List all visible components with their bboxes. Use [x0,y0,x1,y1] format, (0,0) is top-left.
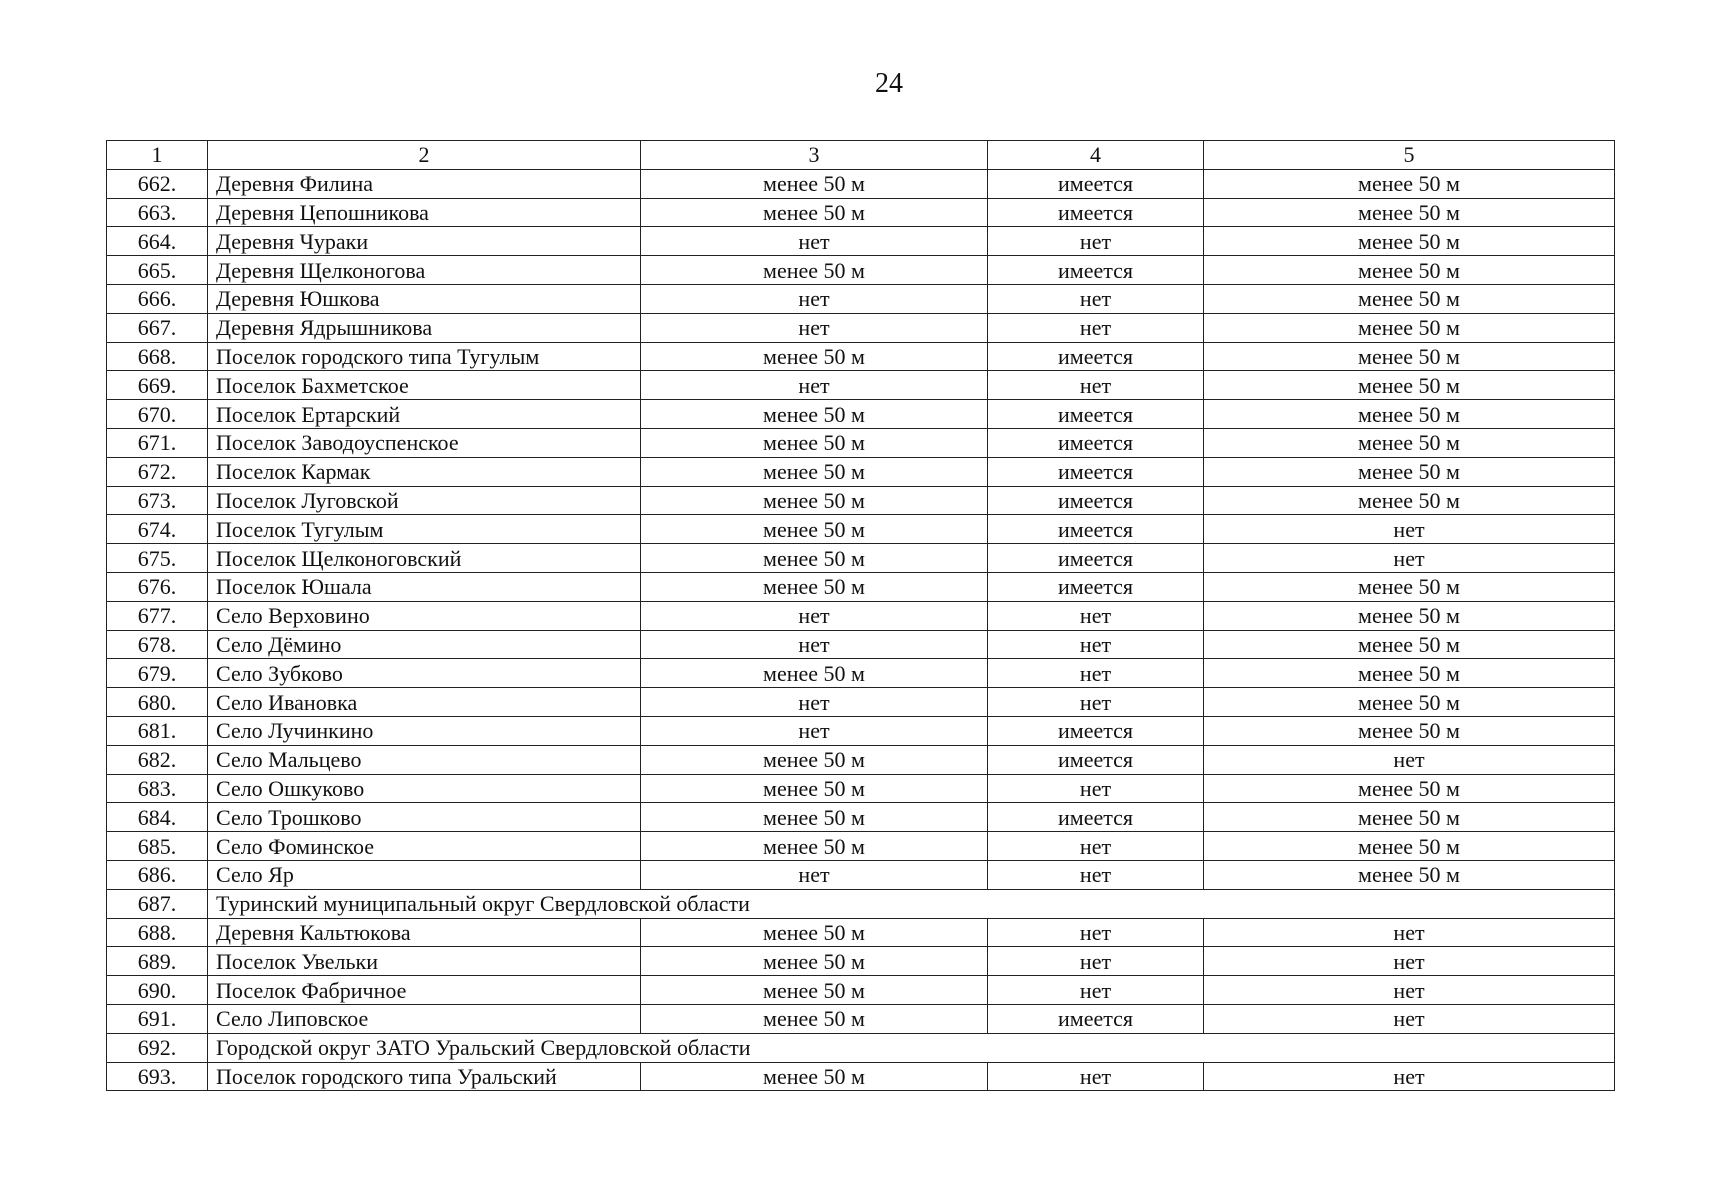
column-4-value: нет [988,832,1204,861]
table-row [107,572,1615,601]
settlement-name: Село Дёмино [208,630,641,659]
column-5-value: менее 50 м [1204,428,1615,457]
column-3-value: менее 50 м [641,745,988,774]
column-5-value: менее 50 м [1204,313,1615,342]
column-4-value: имеется [988,400,1204,429]
settlement-name: Поселок Ертарский [208,400,641,429]
table-row [107,1062,1615,1091]
column-3-value: нет [641,860,988,889]
row-number: 692. [107,1033,208,1062]
table-row [107,688,1615,717]
column-3-value: менее 50 м [641,572,988,601]
settlement-name: Поселок Щелконоговский [208,544,641,573]
row-number: 672. [107,457,208,486]
settlement-name: Деревня Юшкова [208,284,641,313]
table-row [107,313,1615,342]
column-3-value: менее 50 м [641,169,988,198]
column-4-value: нет [988,227,1204,256]
row-number: 663. [107,198,208,227]
settlement-name: Поселок Тугулым [208,515,641,544]
settlement-name: Село Мальцево [208,745,641,774]
column-3-value: менее 50 м [641,544,988,573]
column-4-value: нет [988,976,1204,1005]
settlement-name: Село Липовское [208,1004,641,1033]
column-4-value: нет [988,1062,1204,1091]
column-4-value: нет [988,601,1204,630]
column-4-value: нет [988,947,1204,976]
column-4-value: имеется [988,198,1204,227]
column-header: 2 [208,141,641,170]
column-5-value: менее 50 м [1204,572,1615,601]
table-row [107,716,1615,745]
column-4-value: имеется [988,544,1204,573]
column-3-value: менее 50 м [641,400,988,429]
row-number: 669. [107,371,208,400]
row-number: 688. [107,918,208,947]
column-4-value: нет [988,918,1204,947]
column-3-value: менее 50 м [641,976,988,1005]
row-number: 687. [107,889,208,918]
column-5-value: менее 50 м [1204,256,1615,285]
column-4-value: нет [988,659,1204,688]
column-3-value: менее 50 м [641,198,988,227]
settlement-name: Поселок городского типа Тугулым [208,342,641,371]
column-4-value: нет [988,630,1204,659]
settlement-name: Деревня Кальтюкова [208,918,641,947]
table-body [107,169,1615,1091]
settlement-name: Село Трошково [208,803,641,832]
column-3-value: менее 50 м [641,457,988,486]
column-3-value: менее 50 м [641,803,988,832]
settlement-name: Село Фоминское [208,832,641,861]
column-3-value: нет [641,688,988,717]
column-3-value: нет [641,630,988,659]
column-5-value: менее 50 м [1204,860,1615,889]
column-4-value: нет [988,688,1204,717]
row-number: 681. [107,716,208,745]
column-3-value: нет [641,284,988,313]
table-row [107,457,1615,486]
column-4-value: нет [988,860,1204,889]
settlement-name: Поселок Юшала [208,572,641,601]
settlement-name: Село Зубково [208,659,641,688]
table-row [107,256,1615,285]
column-4-value: нет [988,371,1204,400]
row-number: 670. [107,400,208,429]
row-number: 689. [107,947,208,976]
table-row [107,284,1615,313]
column-3-value: нет [641,227,988,256]
table-section-row [107,889,1615,918]
settlement-name: Деревня Чураки [208,227,641,256]
data-table [106,140,1615,1091]
page-number: 24 [875,68,903,99]
table-row [107,976,1615,1005]
column-5-value: нет [1204,515,1615,544]
settlement-name: Поселок Фабричное [208,976,641,1005]
table-row [107,198,1615,227]
column-5-value: менее 50 м [1204,716,1615,745]
column-5-value: нет [1204,1062,1615,1091]
column-5-value: менее 50 м [1204,284,1615,313]
settlement-name: Деревня Щелконогова [208,256,641,285]
row-number: 691. [107,1004,208,1033]
section-title: Городской округ ЗАТО Уральский Свердловской области [208,1033,1615,1062]
column-3-value: менее 50 м [641,428,988,457]
column-5-value: менее 50 м [1204,457,1615,486]
column-3-value: менее 50 м [641,832,988,861]
row-number: 666. [107,284,208,313]
column-3-value: менее 50 м [641,486,988,515]
column-4-value: имеется [988,515,1204,544]
column-4-value: имеется [988,457,1204,486]
row-number: 690. [107,976,208,1005]
row-number: 684. [107,803,208,832]
settlement-name: Село Ошкуково [208,774,641,803]
row-number: 673. [107,486,208,515]
table-row [107,803,1615,832]
table-row [107,832,1615,861]
column-3-value: менее 50 м [641,1004,988,1033]
column-4-value: имеется [988,486,1204,515]
column-3-value: менее 50 м [641,918,988,947]
column-4-value: имеется [988,428,1204,457]
column-5-value: менее 50 м [1204,227,1615,256]
column-4-value: нет [988,774,1204,803]
column-5-value: менее 50 м [1204,832,1615,861]
settlement-name: Поселок Кармак [208,457,641,486]
column-3-value: менее 50 м [641,515,988,544]
settlement-name: Поселок Увельки [208,947,641,976]
row-number: 686. [107,860,208,889]
row-number: 665. [107,256,208,285]
column-3-value: менее 50 м [641,659,988,688]
table-row [107,601,1615,630]
column-4-value: имеется [988,169,1204,198]
column-5-value: менее 50 м [1204,371,1615,400]
column-3-value: нет [641,716,988,745]
column-5-value: нет [1204,947,1615,976]
table-row [107,774,1615,803]
column-3-value: менее 50 м [641,1062,988,1091]
table-row [107,1004,1615,1033]
settlement-name: Поселок Бахметское [208,371,641,400]
column-4-value: имеется [988,1004,1204,1033]
row-number: 674. [107,515,208,544]
column-5-value: нет [1204,745,1615,774]
column-5-value: менее 50 м [1204,803,1615,832]
table-row [107,947,1615,976]
column-4-value: нет [988,313,1204,342]
column-5-value: менее 50 м [1204,486,1615,515]
column-5-value: менее 50 м [1204,198,1615,227]
settlement-name: Село Ивановка [208,688,641,717]
column-4-value: имеется [988,803,1204,832]
row-number: 668. [107,342,208,371]
settlement-name: Поселок Луговской [208,486,641,515]
column-5-value: нет [1204,918,1615,947]
row-number: 662. [107,169,208,198]
row-number: 676. [107,572,208,601]
column-header: 3 [641,141,988,170]
column-3-value: менее 50 м [641,342,988,371]
row-number: 682. [107,745,208,774]
column-3-value: менее 50 м [641,947,988,976]
table-row [107,544,1615,573]
table-row [107,745,1615,774]
column-4-value: имеется [988,745,1204,774]
row-number: 671. [107,428,208,457]
settlement-name: Деревня Цепошникова [208,198,641,227]
table-row [107,428,1615,457]
row-number: 675. [107,544,208,573]
row-number: 664. [107,227,208,256]
column-3-value: менее 50 м [641,256,988,285]
table-section-row [107,1033,1615,1062]
row-number: 680. [107,688,208,717]
table-row [107,918,1615,947]
column-4-value: имеется [988,572,1204,601]
table-row [107,169,1615,198]
table-row [107,630,1615,659]
table-row [107,486,1615,515]
table-row [107,515,1615,544]
settlement-name: Село Верховино [208,601,641,630]
column-4-value: имеется [988,256,1204,285]
row-number: 693. [107,1062,208,1091]
column-5-value: нет [1204,1004,1615,1033]
column-5-value: менее 50 м [1204,630,1615,659]
column-4-value: имеется [988,716,1204,745]
settlement-name: Село Яр [208,860,641,889]
row-number: 685. [107,832,208,861]
table-row [107,371,1615,400]
column-4-value: нет [988,284,1204,313]
row-number: 667. [107,313,208,342]
column-5-value: менее 50 м [1204,688,1615,717]
column-header: 1 [107,141,208,170]
row-number: 678. [107,630,208,659]
section-title: Туринский муниципальный округ Свердловской области [208,889,1615,918]
table-row [107,342,1615,371]
column-3-value: нет [641,313,988,342]
settlement-name: Деревня Филина [208,169,641,198]
table-header-row [107,141,1615,170]
column-5-value: менее 50 м [1204,400,1615,429]
table-row [107,227,1615,256]
column-header: 4 [988,141,1204,170]
row-number: 679. [107,659,208,688]
column-5-value: нет [1204,976,1615,1005]
table-row [107,400,1615,429]
row-number: 683. [107,774,208,803]
row-number: 677. [107,601,208,630]
column-4-value: имеется [988,342,1204,371]
column-5-value: менее 50 м [1204,774,1615,803]
column-5-value: менее 50 м [1204,659,1615,688]
settlement-name: Село Лучинкино [208,716,641,745]
column-3-value: менее 50 м [641,774,988,803]
settlement-name: Деревня Ядрышникова [208,313,641,342]
settlement-name: Поселок городского типа Уральский [208,1062,641,1091]
column-5-value: менее 50 м [1204,342,1615,371]
table-row [107,659,1615,688]
column-5-value: менее 50 м [1204,601,1615,630]
column-header: 5 [1204,141,1615,170]
column-3-value: нет [641,601,988,630]
column-5-value: нет [1204,544,1615,573]
settlement-name: Поселок Заводоуспенское [208,428,641,457]
column-5-value: менее 50 м [1204,169,1615,198]
column-3-value: нет [641,371,988,400]
table-row [107,860,1615,889]
